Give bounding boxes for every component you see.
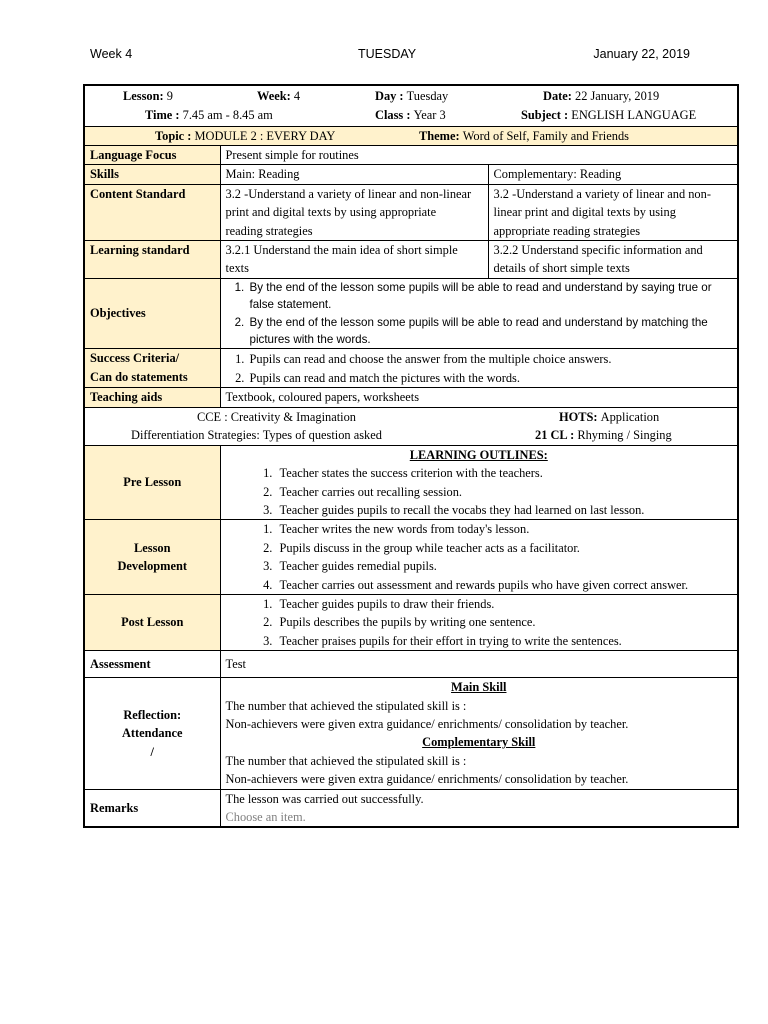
topic-cell [84, 127, 738, 146]
reflection-row [84, 678, 738, 789]
pre-lesson-row [84, 445, 738, 520]
cce-cell [84, 407, 738, 445]
main-skill-line: The number that achieved the stipulated skill is : [225, 698, 467, 713]
remarks-value: The lesson was carried out successfully. [225, 791, 424, 806]
objectives-label: Objectives [84, 278, 220, 349]
page-header-date: January 22, 2019 [593, 47, 690, 61]
content-standard-complementary: 3.2 -Understand a variety of linear and non-linear print and digital texts by using appropriate reading strategies [488, 184, 738, 240]
pre-lesson-item: 2. Teacher carries out recalling session. [276, 483, 733, 501]
language-focus-row [84, 146, 738, 165]
main-skill-heading: Main Skill [451, 680, 507, 695]
page-header [90, 47, 690, 67]
theme-field: Theme: Word of Self, Family and Friends [419, 129, 629, 143]
lesson-development-cell [220, 520, 738, 595]
skills-main: Main: Reading [220, 165, 488, 184]
lesson-development-item: 1. Teacher writes the new words from today's lesson. [276, 520, 733, 538]
date-field: Date: 22 January, 2019 [543, 89, 660, 103]
cce-row [84, 407, 738, 445]
subject-field: Subject : ENGLISH LANGUAGE [521, 108, 697, 122]
hots-field: HOTS: Application [559, 409, 660, 424]
pre-lesson-label: Pre Lesson [84, 445, 220, 520]
objective-item: 1. By the end of the lesson some pupils will be able to read and understand by saying true or false statement. [248, 279, 733, 314]
pre-lesson-list [226, 464, 733, 519]
objectives-cell [220, 278, 738, 349]
skills-complementary: Complementary: Reading [488, 165, 738, 184]
content-standard-label: Content Standard [84, 184, 220, 240]
21cl-field: 21 CL : Rhyming / Singing [535, 427, 672, 442]
assessment-value: Test [220, 651, 738, 678]
pre-lesson-cell [220, 445, 738, 520]
lesson-plan-table [83, 84, 739, 828]
objectives-row [84, 278, 738, 349]
teaching-aids-value: Textbook, coloured papers, worksheets [220, 388, 738, 407]
assessment-label: Assessment [84, 651, 220, 678]
post-lesson-item: 2. Pupils describes the pupils by writing one sentence. [276, 613, 733, 631]
success-criteria-row [84, 349, 738, 388]
content-standard-row [84, 184, 738, 240]
complementary-skill-heading: Complementary Skill [422, 735, 536, 750]
complementary-skill-line: Non-achievers were given extra guidance/ enrichments/ consolidation by teacher. [225, 772, 629, 787]
lesson-development-item: 3. Teacher guides remedial pupils. [276, 557, 733, 575]
main-skill-line: Non-achievers were given extra guidance/ enrichments/ consolidation by teacher. [225, 716, 629, 731]
lesson-field: Lesson: 9 [123, 89, 173, 103]
day-field: Day : Tuesday [375, 89, 449, 103]
success-criteria-label: Success Criteria/ Can do statements [84, 349, 220, 388]
week-field: Week: 4 [257, 89, 301, 103]
cce-field: CCE : Creativity & Imagination [197, 409, 357, 424]
post-lesson-item: 1. Teacher guides pupils to draw their friends. [276, 595, 733, 613]
page-header-week: Week 4 [90, 47, 133, 61]
remarks-choose-item[interactable]: Choose an item. [225, 810, 306, 824]
lesson-info-cell [84, 85, 738, 127]
lesson-development-item: 4. Teacher carries out assessment and rewards pupils who have given correct answer. [276, 576, 733, 594]
complementary-skill-line: The number that achieved the stipulated skill is : [225, 753, 467, 768]
class-field: Class : Year 3 [375, 108, 446, 122]
reflection-cell [220, 678, 738, 789]
skills-label: Skills [84, 165, 220, 184]
page-header-day: TUESDAY [358, 47, 417, 61]
topic-field: Topic : MODULE 2 : EVERY DAY [155, 129, 336, 143]
lesson-development-list [226, 520, 733, 594]
reflection-label: Reflection: Attendance / [84, 678, 220, 789]
learning-outlines-heading: LEARNING OUTLINES: [409, 447, 548, 462]
learning-standard-label: Learning standard [84, 241, 220, 279]
lesson-development-label: Lesson Development [84, 520, 220, 595]
success-criteria-item: 2. Pupils can read and match the pictures with the words. [248, 369, 733, 387]
language-focus-value: Present simple for routines [220, 146, 738, 165]
time-field: Time : 7.45 am - 8.45 am [145, 108, 273, 122]
remarks-cell [220, 789, 738, 827]
teaching-aids-row [84, 388, 738, 407]
differentiation-field: Differentiation Strategies: Types of question asked [131, 427, 382, 442]
success-criteria-cell [220, 349, 738, 388]
pre-lesson-item: 3. Teacher guides pupils to recall the vocabs they had learned on last lesson. [276, 501, 733, 519]
lesson-info-row [84, 85, 738, 127]
lesson-development-item: 2. Pupils discuss in the group while teacher acts as a facilitator. [276, 539, 733, 557]
learning-standard-complementary: 3.2.2 Understand specific information and details of short simple texts [488, 241, 738, 279]
teaching-aids-label: Teaching aids [84, 388, 220, 407]
success-criteria-item: 1. Pupils can read and choose the answer from the multiple choice answers. [248, 350, 733, 368]
post-lesson-cell [220, 594, 738, 650]
objectives-list [226, 279, 733, 349]
content-standard-main: 3.2 -Understand a variety of linear and non-linear print and digital texts by using appropriate reading strategies [220, 184, 488, 240]
post-lesson-item: 3. Teacher praises pupils for their effort in trying to write the sentences. [276, 632, 733, 650]
post-lesson-row [84, 594, 738, 650]
assessment-row [84, 651, 738, 678]
objective-item: 2. By the end of the lesson some pupils will be able to read and understand by matching the pictures with the words. [248, 314, 733, 349]
post-lesson-label: Post Lesson [84, 594, 220, 650]
topic-row [84, 127, 738, 146]
learning-standard-main: 3.2.1 Understand the main idea of short simple texts [220, 241, 488, 279]
skills-row [84, 165, 738, 184]
remarks-row [84, 789, 738, 827]
learning-standard-row [84, 241, 738, 279]
success-criteria-list [226, 350, 733, 387]
pre-lesson-item: 1. Teacher states the success criterion with the teachers. [276, 464, 733, 482]
remarks-label: Remarks [84, 789, 220, 827]
lesson-development-row [84, 520, 738, 595]
language-focus-label: Language Focus [84, 146, 220, 165]
post-lesson-list [226, 595, 733, 650]
